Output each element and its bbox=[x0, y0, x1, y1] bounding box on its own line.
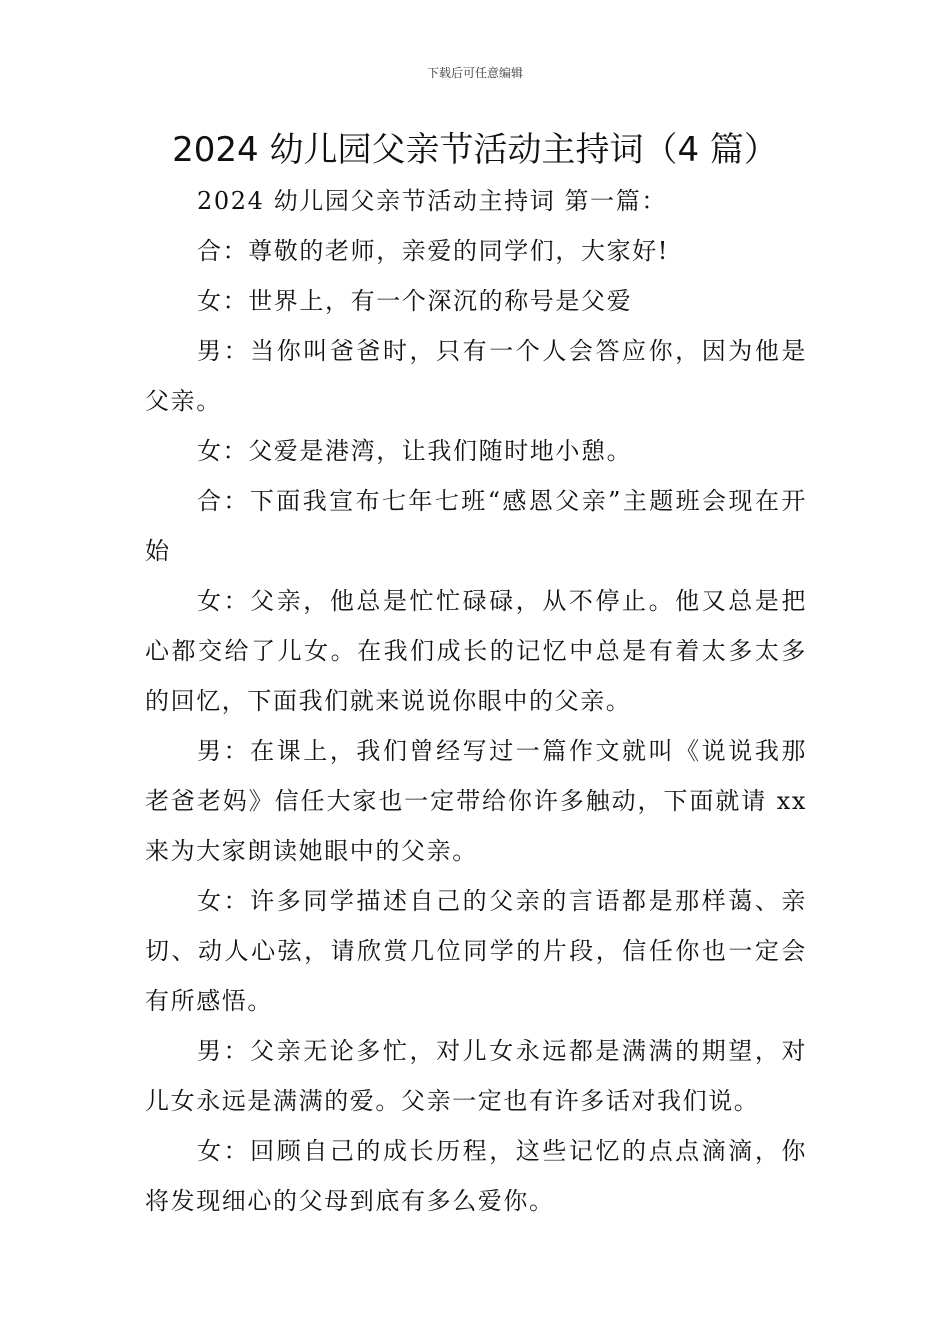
paragraph-section-heading: 2024 幼儿园父亲节活动主持词 第一篇： bbox=[197, 187, 667, 215]
paragraph-line: 合：尊敬的老师，亲爱的同学们，大家好! bbox=[197, 237, 670, 265]
paragraph-line: 女：许多同学描述自己的父亲的言语都是那样蔼、亲切、动人心弦，请欣赏几位同学的片段，信任你也一定会有所感悟。 bbox=[145, 887, 807, 1015]
paragraph-line: 男：在课上，我们曾经写过一篇作文就叫《说说我那老爸老妈》信任大家也一定带给你许多触动，下面就请 xx 来为大家朗读她眼中的父亲。 bbox=[145, 737, 807, 865]
paragraph-line: 合：下面我宣布七年七班“感恩父亲”主题班会现在开始 bbox=[145, 487, 807, 565]
paragraph-line: 女：回顾自己的成长历程，这些记忆的点点滴滴，你将发现细心的父母到底有多么爱你。 bbox=[145, 1137, 807, 1215]
document-title: 2024 幼儿园父亲节活动主持词（4 篇） bbox=[172, 130, 778, 170]
header-note: 下载后可任意编辑 bbox=[426, 66, 523, 80]
paragraph-line: 女：父爱是港湾，让我们随时地小憩。 bbox=[197, 437, 633, 465]
paragraph-line: 男：父亲无论多忙，对儿女永远都是满满的期望，对儿女永远是满满的爱。父亲一定也有许多话对我们说。 bbox=[145, 1037, 807, 1115]
paragraph-line: 男：当你叫爸爸时，只有一个人会答应你，因为他是父亲。 bbox=[145, 337, 807, 415]
document-body bbox=[145, 176, 807, 1226]
paragraph-line: 女：世界上，有一个深沉的称号是父爱 bbox=[197, 287, 633, 315]
paragraph-line: 女：父亲，他总是忙忙碌碌，从不停止。他又总是把心都交给了儿女。在我们成长的记忆中总是有着太多太多的回忆，下面我们就来说说你眼中的父亲。 bbox=[145, 587, 807, 715]
